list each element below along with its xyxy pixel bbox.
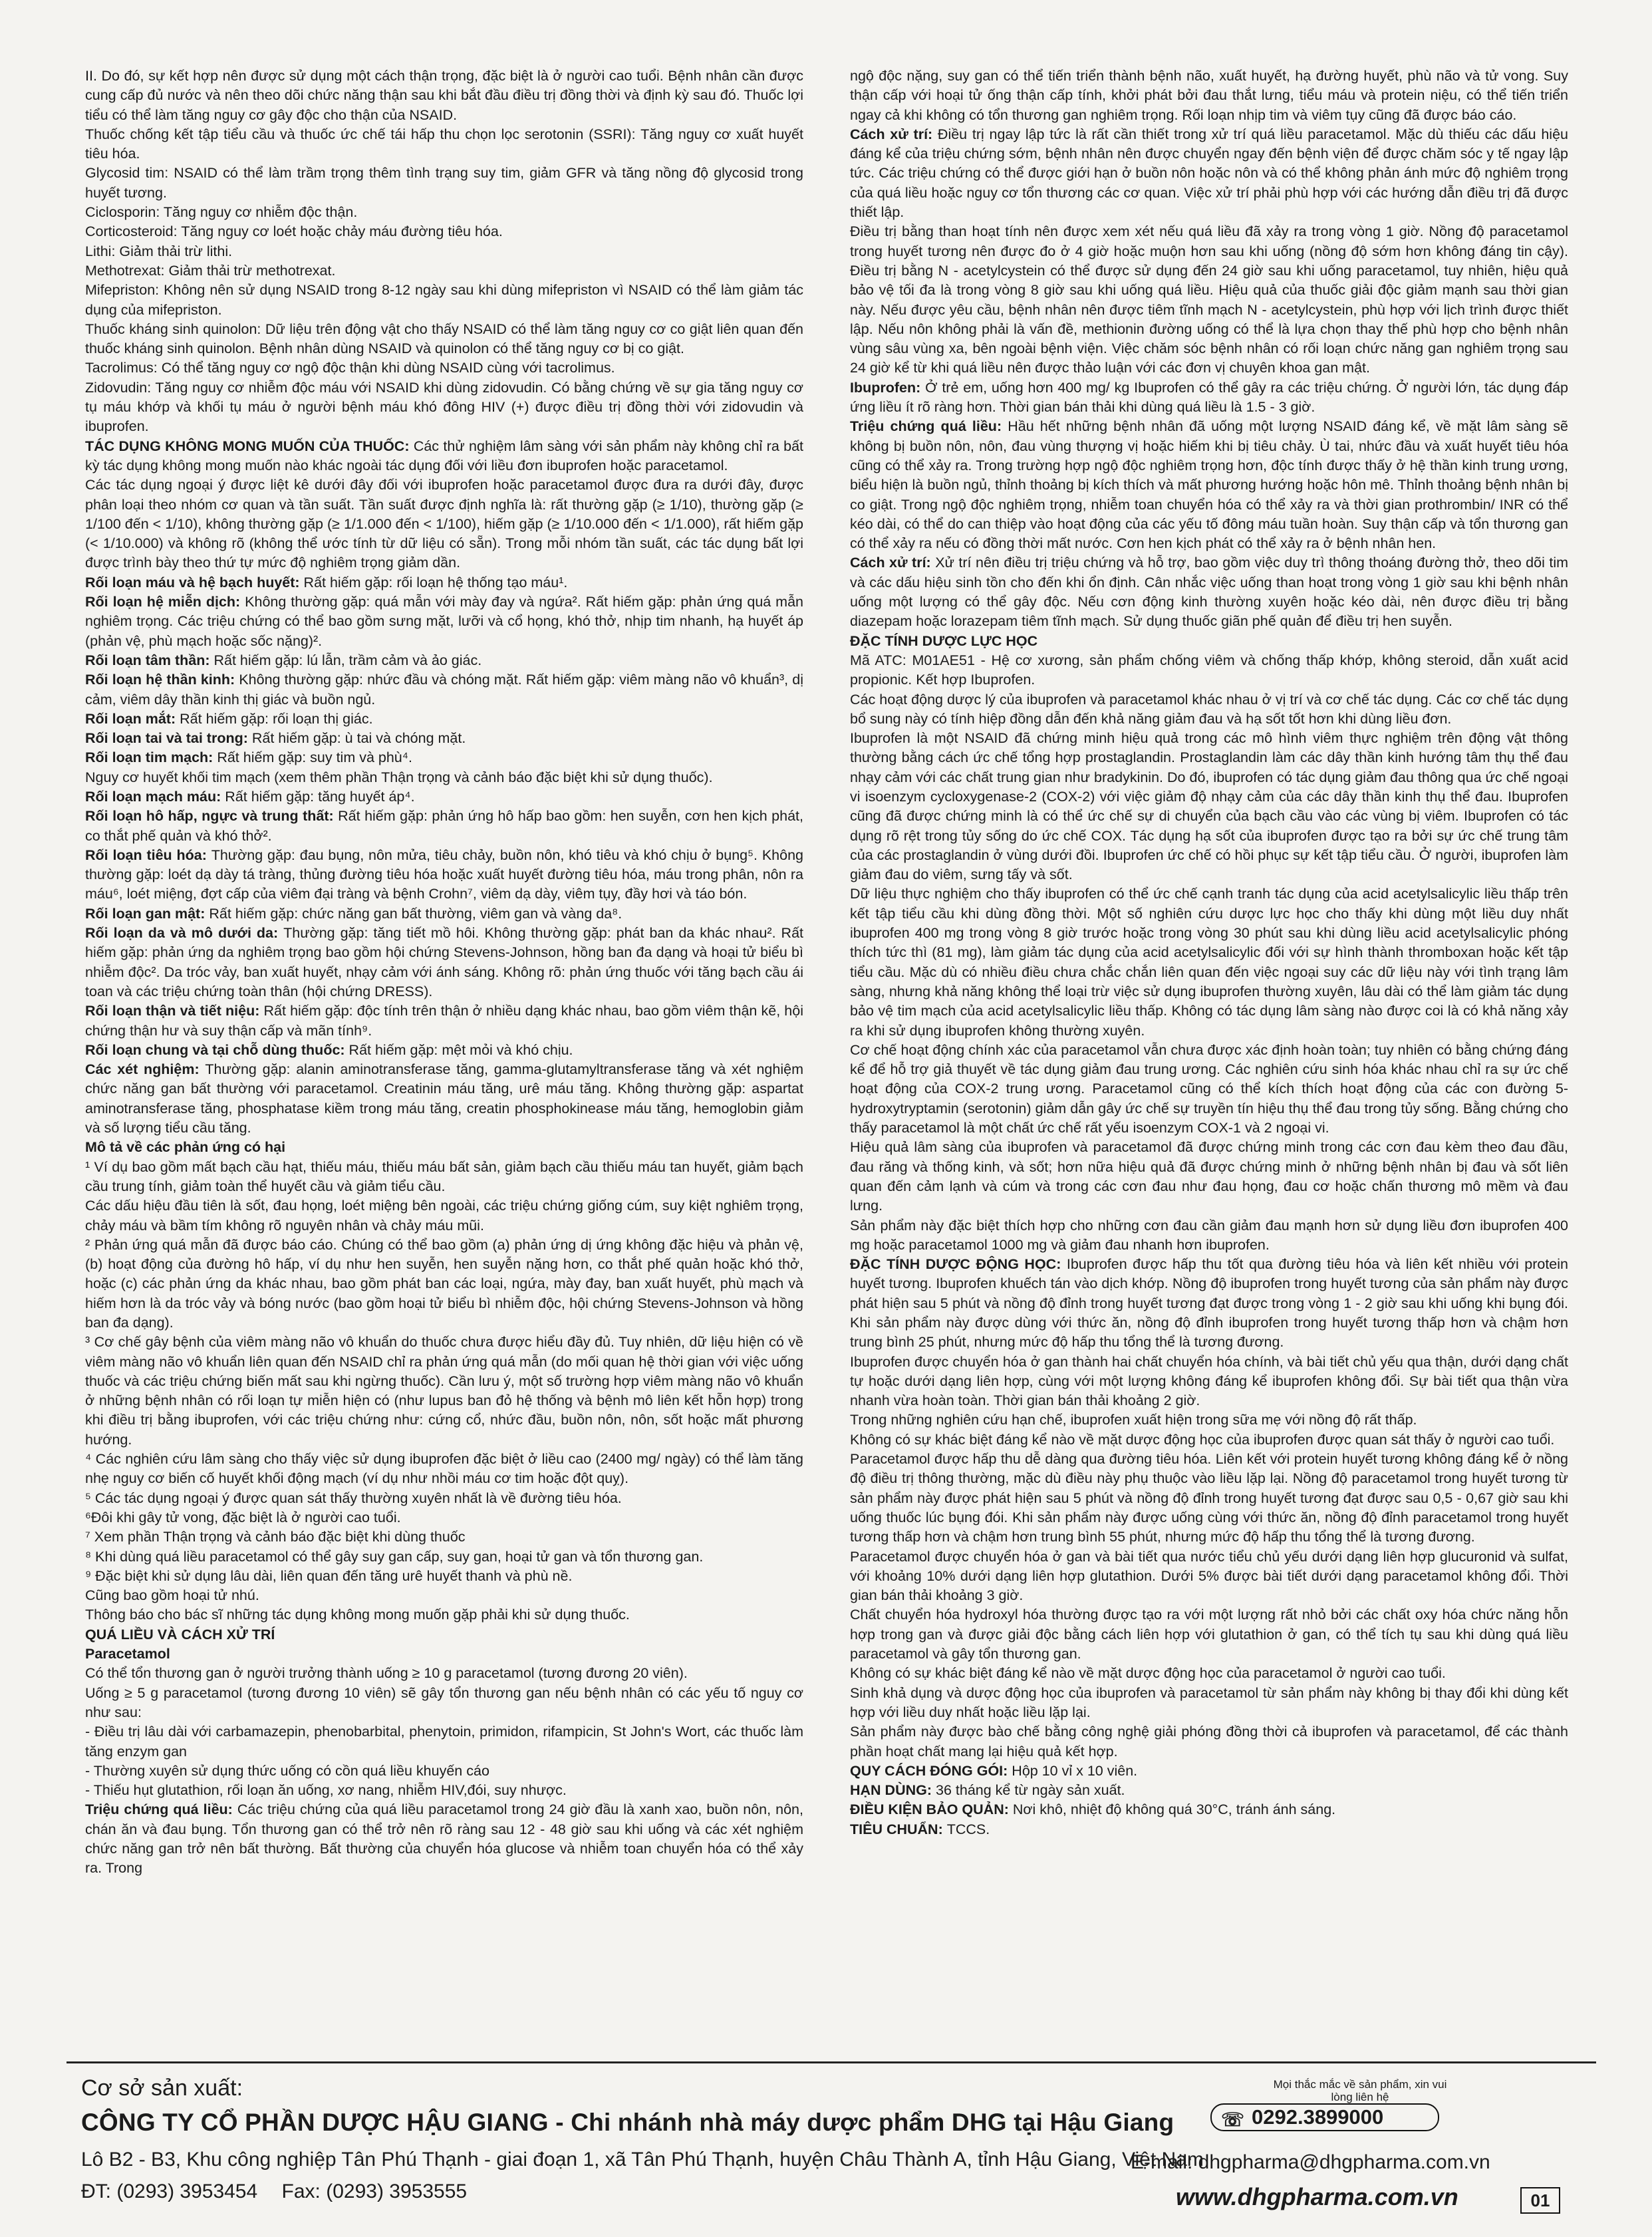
right-paragraph: Không có sự khác biệt đáng kể nào về mặt dược động học của paracetamol ở người cao tuổi. — [850, 1665, 1446, 1682]
left-paragraph: Glycosid tim: NSAID có thể làm trầm trọng thêm tình trạng suy tim, giảm GFR và tăng nồng độ glycosid trong huyết tương. — [85, 165, 803, 201]
right-paragraph: Cơ chế hoạt động chính xác của paracetamol vẫn chưa được xác định hoàn toàn; tuy nhiên có bằng chứng đáng kể để hỗ trợ giả thuyết về tác dụng giảm đau trung ương. Các nghiên cứu sinh hóa khác nhau chỉ ra sự ức chế hoạt động của COX-2 trung ương. Paracetamol cũng có thể kích thích hoạt động của các con đường 5-hydroxytryptamin (serotonin) giảm dẫn gây ức chế sự truyền tín hiệu thụ thể đau trong tủy sống. Bằng chứng cho thấy paracetamol là một chất ức chế rất yếu isoenzym COX-1 và 2 ngoại vi. — [850, 1041, 1568, 1136]
left-paragraph — [85, 1041, 803, 1060]
left-paragraph-lead: Rối loạn tâm thần: — [85, 652, 214, 668]
left-paragraph: ⁶Đôi khi gây tử vong, đặc biệt là ở người cao tuổi. — [85, 1509, 401, 1525]
hotline-note: Mọi thắc mắc về sản phẩm, xin vui lòng liên hệ — [1273, 2078, 1447, 2103]
left-paragraph-body: Rất hiếm gặp: lú lẫn, trầm cảm và ảo giác. — [213, 652, 482, 668]
right-paragraph-lead: Cách xử trí: — [850, 126, 938, 142]
left-paragraph: Thuốc kháng sinh quinolon: Dữ liệu trên động vật cho thấy NSAID có thể làm tăng nguy cơ co giật liên quan đến thuốc kháng sinh quinolon. Bệnh nhân dùng NSAID và quinolon có thể tăng nguy cơ bị co giật. — [85, 321, 803, 357]
right-paragraph-body: Hầu hết những bệnh nhân đã uống một lượng NSAID đáng kể, về mặt lâm sàng sẽ không bị buồn nôn, nôn, đau vùng thượng vị hoặc hiếm khi bị tiêu chảy. Ù tai, nhức đầu và xuất huyết tiêu hóa cũng có thể xảy ra. Trong trường hợp ngộ độc nghiêm trọng hơn, độc tính được thấy ở hệ thần kinh trung ương, biểu hiện là buồn ngủ, thỉnh thoảng bị kích thích và mất phương hướng hoặc hôn mê. Thỉnh thoảng bệnh nhân bị co giật. Trong ngộ độc nghiêm trọng, nhiễm toan chuyển hóa có thể xảy ra và thời gian prothrombin/ INR có thể kéo dài, có thể do can thiệp vào hoạt động của các yếu tố đông máu tuần hoàn. Suy thận cấp và tổn thương gan có thể xảy ra nếu có đồng thời mất nước. Cơn hen kịch phát có thể xảy ra ở bệnh nhân hen. — [850, 418, 1568, 552]
left-paragraph-body: Thường gặp: đau bụng, nôn mửa, tiêu chảy, buồn nôn, khó tiêu và khó chịu ở bụng⁵. Không thường gặp: loét dạ dày tá tràng, thủng đường tiêu hóa hoặc xuất huyết đường tiêu hóa, máu trong phân, nôn ra máu⁶, loét miệng, đợt cấp của viêm đại tràng và bệnh Crohn⁷, viêm dạ dày, viêm tụy, đầy hơi và táo bón. — [85, 847, 803, 902]
left-paragraph: Nguy cơ huyết khối tim mạch (xem thêm phần Thận trọng và cảnh báo đặc biệt khi sử dụng thuốc). — [85, 769, 713, 785]
right-paragraph: ngộ độc nặng, suy gan có thể tiến triển thành bệnh não, xuất huyết, hạ đường huyết, phù não và tử vong. Suy thận cấp với hoại tử ống thận cấp tính, khởi phát bởi đau thắt lưng, tiểu máu và protein niệu, có thể tiến triển ngay cả khi không có tổn thương gan nghiêm trọng. Rối loạn nhịp tim và viêm tụy cũng đã được báo cáo. — [850, 68, 1568, 123]
left-paragraph: Cũng bao gồm hoại tử nhú. — [85, 1587, 259, 1604]
left-paragraph — [85, 651, 803, 670]
left-paragraph — [85, 710, 803, 729]
left-paragraph-body: Rất hiếm gặp: tăng huyết áp⁴. — [225, 788, 415, 805]
right-heading: ĐẶC TÍNH DƯỢC LỰC HỌC — [850, 632, 1038, 649]
manufacturer-label: Cơ sở sản xuất: — [81, 2075, 243, 2101]
right-paragraph — [850, 1781, 1568, 1800]
right-paragraph: Chất chuyển hóa hydroxyl hóa thường được tạo ra với một lượng rất nhỏ bởi các chất oxy hóa chức năng hỗn hợp trong gan và được giải độc bằng cách liên hợp với glutathion ở gan, có thể tích tụ sau khi dùng quá liều paracetamol và gây tổn thương gan. — [850, 1607, 1568, 1662]
left-heading: QUÁ LIỀU VÀ CÁCH XỬ TRÍ — [85, 1626, 275, 1643]
left-paragraph — [85, 748, 803, 767]
left-paragraph-body: Các thử nghiệm lâm sàng với sản phẩm này không chỉ ra bất kỳ tác dụng không mong muốn nào khác ngoài tác dụng đối với liều đơn ibuprofen hoặc paracetamol. — [85, 438, 804, 473]
left-paragraph-lead: Rối loạn da và mô dưới da: — [85, 925, 284, 942]
left-paragraph-body: Rất hiếm gặp: rối loạn thị giác. — [180, 710, 373, 727]
left-paragraph: ² Phản ứng quá mẫn đã được báo cáo. Chúng có thể bao gồm (a) phản ứng dị ứng không đặc hiệu và phản vệ, (b) hoạt động của đường hô hấp, ví dụ như hen suyễn, hen suyễn nặng hơn, co thắt phế quản hoặc khó thở, hoặc (c) các phản ứng da khác nhau, bao gồm phát ban các loại, ngứa, mày đay, ban xuất huyết, phù mạch và hiếm hơn là da tróc vảy và bóng nước (bao gồm hoại tử biểu bì nhiễm độc, hội chứng Stevens-Johnson và hồng ban đa dạng). — [85, 1236, 803, 1331]
left-paragraph: Zidovudin: Tăng nguy cơ nhiễm độc máu với NSAID khi dùng zidovudin. Có bằng chứng về sự gia tăng nguy cơ tụ máu khớp và khối tụ máu ở người bệnh máu khó đông HIV (+) được điều trị đồng thời với zidovudin và ibuprofen. — [85, 379, 803, 435]
left-paragraph — [85, 807, 803, 846]
left-paragraph: ⁵ Các tác dụng ngoại ý được quan sát thấy thường xuyên nhất là về đường tiêu hóa. — [85, 1490, 622, 1506]
right-paragraph: Ibuprofen được chuyển hóa ở gan thành hai chất chuyển hóa chính, và bài tiết chủ yếu qua thận, dưới dạng chất tự hoặc dưới dạng liên hợp, cùng với một lượng không đáng kể ibuprofen không đổi. Sự bài tiết qua thận vừa nhanh vừa hoàn toàn. Thời gian bán thải khoảng 2 giờ. — [850, 1353, 1568, 1409]
left-paragraph: ⁹ Đặc biệt khi sử dụng lâu dài, liên quan đến tăng urê huyết thanh và phù nề. — [85, 1567, 573, 1584]
left-paragraph: Thông báo cho bác sĩ những tác dụng không mong muốn gặp phải khi sử dụng thuốc. — [85, 1607, 630, 1623]
left-paragraph — [85, 846, 803, 904]
right-paragraph-body: Ở trẻ em, uống hơn 400 mg/ kg Ibuprofen có thể gây ra các triệu chứng. Ở người lớn, tác dụng đáp ứng liều ít rõ ràng hơn. Thời gian bán thải khi dùng quá liều là 1.5 - 3 giờ. — [850, 379, 1568, 416]
left-paragraph-body: Thường gặp: alanin aminotransferase tăng, gamma-glutamyltransferase tăng và xét nghiệm chức năng gan bất thường với paracetamol. Creatinin máu tăng, urê máu tăng. Không thường gặp: aspartat aminotransferase tăng, phosphatase kiềm trong máu tăng, creatin phosphokinease máu tăng, hemoglobin giảm và số lượng tiểu cầu tăng. — [85, 1061, 803, 1136]
left-paragraph: - Điều trị lâu dài với carbamazepin, phenobarbital, phenytoin, primidon, rifampicin, St John's Wort, các thuốc làm tăng enzym gan — [85, 1724, 803, 1760]
left-paragraph: Ciclosporin: Tăng nguy cơ nhiễm độc thận. — [85, 204, 358, 221]
left-paragraph: Tacrolimus: Có thể tăng nguy cơ ngộ độc thận khi dùng NSAID cùng với tacrolimus. — [85, 360, 615, 376]
right-paragraph-body: Xử trí nên điều trị triệu chứng và hỗ trợ, bao gồm việc duy trì thông thoáng đường thở, theo dõi tim và các dấu hiệu sinh tồn cho đến khi ổn định. Cân nhắc việc uống than hoạt trong vòng 1 giờ sau khi bệnh nhân uống một lượng có thể gây độc. Nếu cơn động kinh thường xuyên hoặc kéo dài, nên được điều trị bằng diazepam hoặc lorazepam tiêm tĩnh mạch. Sử dụng thuốc giãn phế quản để điều trị hen suyễn. — [850, 555, 1569, 630]
page-number: 01 — [1520, 2187, 1560, 2214]
left-paragraph: Mifepriston: Không nên sử dụng NSAID trong 8-12 ngày sau khi dùng mifepriston vì NSAID có thể làm giảm tác dụng của mifepriston. — [85, 282, 803, 318]
left-paragraph — [85, 1060, 803, 1138]
left-paragraph — [85, 1001, 803, 1041]
manufacturer-footer — [67, 2061, 1596, 2223]
phone-number: ĐT: (0293) 3953454 — [81, 2180, 258, 2202]
hotline-block — [1210, 2078, 1463, 2130]
right-paragraph: Paracetamol được chuyển hóa ở gan và bài tiết qua nước tiểu chủ yếu dưới dạng liên hợp glucuronid và sulfat, với khoảng 10% dưới dạng liên hợp glutathion. Dưới 5% được bài tiết dưới dạng paracetamol không đổi. Thời gian bán thải khoảng 3 giờ. — [850, 1548, 1568, 1604]
right-paragraph: Mã ATC: M01AE51 - Hệ cơ xương, sản phẩm chống viêm và chống thấp khớp, không steroid, dẫn xuất acid propionic. Kết hợp Ibuprofen. — [850, 652, 1568, 688]
left-paragraph-body: Không thường gặp: quá mẫn với mày đay và ngứa². Rất hiếm gặp: phản ứng quá mẫn nghiêm trọng. Các triệu chứng có thể bao gồm sưng mặt, lưỡi và cổ họng, khó thở, nhịp tim nhanh, hạ huyết áp (phản vệ, phù mạch hoặc sốc nặng)². — [85, 594, 804, 649]
left-paragraph-body: Rất hiếm gặp: ù tai và chóng mặt. — [251, 730, 466, 747]
left-paragraph: II. Do đó, sự kết hợp nên được sử dụng một cách thận trọng, đặc biệt là ở người cao tuổi. Bệnh nhân cần được cung cấp đủ nước và nên theo dõi chức năng thận sau khi bắt đầu điều trị đồng thời và định kỳ sau đó. Thuốc lợi tiểu có thể làm tăng nguy cơ gây độc cho thận của NSAID. — [85, 68, 803, 123]
left-paragraph-lead: Triệu chứng quá liều: — [85, 1801, 237, 1818]
website-link[interactable]: www.dhgpharma.com.vn — [1176, 2183, 1458, 2210]
hotline-box[interactable] — [1210, 2103, 1439, 2131]
right-paragraph-body: Nơi khô, nhiệt độ không quá 30°C, tránh ánh sáng. — [1012, 1801, 1336, 1818]
left-paragraph: ⁷ Xem phần Thận trọng và cảnh báo đặc biệt khi dùng thuốc — [85, 1529, 466, 1545]
right-paragraph — [850, 1762, 1568, 1781]
right-paragraph-body: 36 tháng kể từ ngày sản xuất. — [936, 1782, 1125, 1799]
company-name: CÔNG TY CỔ PHẦN DƯỢC HẬU GIANG - Chi nhánh nhà máy dược phẩm DHG tại Hậu Giang — [81, 2109, 1174, 2136]
left-paragraph — [85, 1800, 803, 1878]
left-heading: Paracetamol — [85, 1646, 170, 1662]
right-paragraph-lead: HẠN DÙNG: — [850, 1782, 936, 1799]
right-paragraph: Dữ liệu thực nghiệm cho thấy ibuprofen có thể ức chế cạnh tranh tác dụng của acid acetylsalicylic liều thấp trên kết tập tiểu cầu khi dùng đồng thời. Một số nghiên cứu dược lực học cho thấy khi dùng một liều duy nhất ibuprofen 400 mg trong vòng 8 giờ trước hoặc trong vòng 30 phút sau khi dùng liều acid acetylsalicylic phóng thích tức thì (81 mg), làm giảm tác dụng của acid acetylsalicylic đối với sự hình thành thromboxan hoặc kết tập tiểu cầu. Mặc dù có nhiều điều chưa chắc chắn liên quan đến việc ngoại suy các dữ liệu này với tình trạng lâm sàng, nhưng khả năng không thể loại trừ việc sử dụng ibuprofen thường xuyên, lâu dài có thể làm giảm tác dụng bảo vệ tim mạch của acid acetylsalicylic liều thấp. Không có tác dụng lâm sàng nào được coi là có khả năng xảy ra khi sử dụng ibuprofen không thường xuyên. — [850, 886, 1568, 1039]
left-paragraph: ⁸ Khi dùng quá liều paracetamol có thể gây suy gan cấp, suy gan, hoại tử gan và tổn thương gan. — [85, 1548, 704, 1565]
left-paragraph-body: Các triệu chứng của quá liều paracetamol trong 24 giờ đầu là xanh xao, buồn nôn, nôn, chán ăn và đau bụng. Tổn thương gan có thể trở nên rõ ràng sau 12 - 48 giờ sau khi uống và các xét nghiệm chức năng gan trở nên bất thường. Bất thường của chuyển hóa glucose và nhiễm toan chuyển hóa có thể xảy ra. Trong — [85, 1801, 803, 1877]
left-paragraph — [85, 729, 803, 748]
left-paragraph: Các dấu hiệu đầu tiên là sốt, đau họng, loét miệng bên ngoài, các triệu chứng giống cúm, suy kiệt nghiêm trọng, chảy máu và bầm tím không rõ nguyên nhân và chảy máu mũi. — [85, 1198, 803, 1234]
right-paragraph-lead: QUY CÁCH ĐÓNG GÓI: — [850, 1762, 1012, 1779]
company-address: Lô B2 - B3, Khu công nghiệp Tân Phú Thạnh - giai đoạn 1, xã Tân Phú Thạnh, huyện Châu Thành A, tỉnh Hậu Giang, Việt Nam — [81, 2149, 1204, 2171]
left-paragraph: Có thể tổn thương gan ở người trưởng thành uống ≥ 10 g paracetamol (tương đương 20 viên). — [85, 1665, 688, 1682]
right-paragraph: Không có sự khác biệt đáng kể nào về mặt dược động học của ibuprofen được quan sát thấy ở người cao tuổi. — [850, 1431, 1555, 1448]
left-paragraph-body: Thường gặp: tăng tiết mồ hôi. Không thường gặp: phát ban da khác nhau². Rất hiếm gặp: phản ứng da nghiêm trọng bao gồm hội chứng Stevens-Johnson, hồng ban đa dạng và hoại tử biểu bì nhiễm độc². Da tróc vảy, ban xuất huyết, nhạy cảm với ánh sáng. Không rõ: phản ứng thuốc với tăng bạch cầu ái toan và các triệu chứng toàn thân (hội chứng DRESS). — [85, 925, 803, 999]
right-paragraph-body: Hộp 10 vỉ x 10 viên. — [1012, 1762, 1138, 1779]
left-paragraph-body: Rất hiếm gặp: chức năng gan bất thường, viêm gan và vàng da⁸. — [209, 905, 622, 922]
left-paragraph — [85, 787, 803, 807]
left-paragraph: - Thiếu hụt glutathion, rối loạn ăn uống, xơ nang, nhiễm HIV,đói, suy nhược. — [85, 1782, 567, 1799]
phone-icon: ☏ — [1221, 2109, 1245, 2130]
right-paragraph-lead: ĐIỀU KIỆN BẢO QUẢN: — [850, 1801, 1013, 1818]
left-paragraph-body: Rất hiếm gặp: độc tính trên thận ở nhiều dạng khác nhau, bao gồm viêm thận kẽ, hội chứng thận hư và suy thận cấp và mãn tính⁹. — [85, 1003, 803, 1039]
left-heading: Mô tả về các phản ứng có hại — [85, 1139, 286, 1156]
right-paragraph: Sinh khả dụng và dược động học của ibuprofen và paracetamol từ sản phẩm này không bị thay đổi khi dùng kết hợp với liều duy nhất hoặc liều lặp lại. — [850, 1684, 1568, 1720]
right-paragraph — [850, 1820, 1568, 1839]
left-paragraph: ⁴ Các nghiên cứu lâm sàng cho thấy việc sử dụng ibuprofen đặc biệt ở liều cao (2400 mg/ ngày) có thể làm tăng nhẹ nguy cơ biến cố huyết khối động mạch (ví dụ như nhồi máu cơ tim hoặc đột quỵ). — [85, 1451, 803, 1487]
hotline-number: 0292.3899000 — [1252, 2105, 1384, 2129]
right-paragraph: Các hoạt động dược lý của ibuprofen và paracetamol khác nhau ở vị trí và cơ chế tác dụng. Các cơ chế tác dụng bổ sung này có tính hiệp đồng dẫn đến khả năng giảm đau và hạ sốt tốt hơn khi dùng liều đơn. — [850, 691, 1568, 727]
right-paragraph-lead: Ibuprofen: — [850, 379, 926, 396]
left-paragraph-lead: Rối loạn tim mạch: — [85, 749, 217, 766]
left-paragraph-lead: TÁC DỤNG KHÔNG MONG MUỐN CỦA THUỐC: — [85, 438, 414, 454]
right-paragraph-lead: Cách xử trí: — [850, 555, 936, 571]
left-paragraph — [85, 924, 803, 1001]
right-paragraph-body: Điều trị ngay lập tức là rất cần thiết trong xử trí quá liều paracetamol. Mặc dù thiếu các dấu hiệu đáng kể của triệu chứng sớm, bệnh nhân nên được chuyển ngay đến bệnh viện để được chăm sóc y tế ngay lập tức. Các triệu chứng có thể được giới hạn ở buồn nôn hoặc nôn và có thể không phản ánh mức độ nghiêm trọng của quá liều hoặc nguy cơ tổn thương các cơ quan. Việc xử trí phải phù hợp với các hướng dẫn điều trị đã được thiết lập. — [850, 126, 1568, 221]
right-paragraph-lead: ĐẶC TÍNH DƯỢC ĐỘNG HỌC: — [850, 1256, 1067, 1273]
right-paragraph: Paracetamol được hấp thu dễ dàng qua đường tiêu hóa. Liên kết với protein huyết tương không đáng kể ở nồng độ điều trị thông thường, mặc dù điều này phụ thuộc vào liều lặp lại. Nồng độ paracetamol trong huyết tương từ sản phẩm này được phát hiện sau 5 phút và nồng độ đỉnh trong huyết tương đạt được sau 0,5 - 0,67 giờ sau khi uống thuốc lúc bụng đói. Khi sản phẩm này được uống cùng với thức ăn, nồng độ đỉnh paracetamol trong huyết tương thấp hơn và chậm hơn trung bình 55 phút, nhưng mức độ hấp thu tổng thể là tương đương. — [850, 1451, 1568, 1545]
right-paragraph — [850, 553, 1568, 631]
fax-number: Fax: (0293) 3953555 — [281, 2180, 468, 2202]
phone-fax — [81, 2180, 485, 2203]
right-paragraph-lead: TIÊU CHUẨN: — [850, 1821, 947, 1837]
left-paragraph: ¹ Ví dụ bao gồm mất bạch cầu hạt, thiếu máu, thiếu máu bất sản, giảm bạch cầu thiếu máu tan huyết, giảm bạch cầu trung tính, giảm toàn thể huyết cầu và giảm tiểu cầu. — [85, 1158, 803, 1194]
left-paragraph-lead: Rối loạn hệ miễn dịch: — [85, 594, 245, 610]
left-paragraph-lead: Rối loạn chung và tại chỗ dùng thuốc: — [85, 1041, 349, 1058]
left-paragraph-body: Rất hiếm gặp: phản ứng hô hấp bao gồm: hen suyễn, cơn hen kịch phát, co thắt phế quản và khó thở². — [85, 808, 803, 844]
right-paragraph — [850, 125, 1568, 222]
right-paragraph-body: Ibuprofen được hấp thu tốt qua đường tiêu hóa và liên kết nhiều với protein huyết tương. Ibuprofen khuếch tán vào dịch khớp. Nồng độ ibuprofen trong huyết tương của sản phẩm này được phát hiện sau 5 phút và nồng độ đỉnh trong huyết tương đạt được trong vòng 1 - 2 giờ sau khi uống khi bụng đói. Khi sản phẩm này được dùng với thức ăn, nồng độ đỉnh ibuprofen trong huyết tương thấp hơn và chậm hơn trung bình 25 phút, nhưng mức độ hấp thu tổng thể là tương đương. — [850, 1256, 1568, 1351]
left-paragraph-lead: Rối loạn mạch máu: — [85, 788, 225, 805]
right-paragraph — [850, 378, 1568, 418]
left-paragraph-lead: Rối loạn hệ thần kinh: — [85, 672, 239, 688]
left-paragraph-lead: Rối loạn hô hấp, ngực và trung thất: — [85, 808, 339, 825]
left-paragraph-lead: Rối loạn thận và tiết niệu: — [85, 1003, 264, 1019]
left-paragraph — [85, 592, 803, 651]
left-paragraph — [85, 573, 803, 592]
left-paragraph-body: Rất hiếm gặp: suy tim và phù⁴. — [217, 749, 412, 766]
left-paragraph — [85, 670, 803, 710]
left-paragraph-lead: Rối loạn tai và tai trong: — [85, 730, 252, 747]
left-paragraph-lead: Rối loạn mắt: — [85, 710, 180, 727]
left-paragraph: Thuốc chống kết tập tiểu cầu và thuốc ức chế tái hấp thu chọn lọc serotonin (SSRI): Tăng nguy cơ xuất huyết tiêu hóa. — [85, 126, 803, 162]
email-link[interactable]: E-mail: dhgpharma@dhgpharma.com.vn — [1131, 2151, 1490, 2173]
right-paragraph-lead: Triệu chứng quá liều: — [850, 418, 1008, 435]
right-paragraph — [850, 417, 1568, 553]
right-paragraph — [850, 1255, 1568, 1352]
left-column — [85, 66, 803, 1879]
left-paragraph-lead: Rối loạn máu và hệ bạch huyết: — [85, 574, 304, 591]
left-paragraph — [85, 904, 803, 924]
left-paragraph: - Thường xuyên sử dụng thức uống có cồn quá liều khuyến cáo — [85, 1762, 489, 1779]
right-paragraph: Trong những nghiên cứu hạn chế, ibuprofen xuất hiện trong sữa mẹ với nồng độ rất thấp. — [850, 1412, 1417, 1428]
left-paragraph: Lithi: Giảm thải trừ lithi. — [85, 243, 233, 259]
left-paragraph-lead: Rối loạn tiêu hóa: — [85, 847, 211, 863]
right-paragraph — [850, 1800, 1568, 1819]
left-paragraph: Các tác dụng ngoại ý được liệt kê dưới đây đối với ibuprofen hoặc paracetamol được đưa ra dưới đây, được phân loại theo nhóm cơ quan và tần suất. Tần suất được định nghĩa là: rất thường gặp (≥ 1/10), thường gặp (≥ 1/100 đến < 1/10), không thường gặp (≥ 1/1.000 đến < 1/100), hiếm gặp (≥ 1/10.000 đến < 1/1.000), rất hiếm gặp (< 1/10.000) và không rõ (không thể ước tính từ dữ liệu có sẵn). Trong mỗi nhóm tần suất, các tác dụng bất lợi được trình bày theo thứ tự mức độ nghiêm trọng giảm dần. — [85, 477, 803, 571]
left-paragraph — [85, 437, 803, 476]
left-paragraph-lead: Các xét nghiệm: — [85, 1061, 206, 1078]
left-paragraph: Methotrexat: Giảm thải trừ methotrexat. — [85, 262, 336, 279]
right-paragraph: Sản phẩm này đặc biệt thích hợp cho những cơn đau cần giảm đau mạnh hơn sử dụng liều đơn ibuprofen 400 mg hoặc paracetamol 1000 mg và giảm đau nhanh hơn ibuprofen. — [850, 1217, 1568, 1253]
right-paragraph: Ibuprofen là một NSAID đã chứng minh hiệu quả trong các mô hình viêm thực nghiệm trên động vật thông thường bằng cách ức chế tổng hợp prostaglandin. Prostaglandin làm các dây thần kinh hướng tâm thụ thể đau nhạy cảm với các chất trung gian như bradykinin. Do đó, ibuprofen có tác dụng giảm đau thông qua ức chế ngoại vi isoenzym cycloxygenase-2 (COX-2) với việc giảm độ nhạy cảm của các dây thần kinh thụ thể đau. Ibuprofen cũng đã được chứng minh là có thể ức chế sự di chuyển của bạch cầu vào các vùng bị viêm. Ibuprofen có tác dụng rõ rệt trong tủy sống do ức chế COX. Tác dụng hạ sốt của ibuprofen được tạo ra bởi sự ức chế trung tâm của các prostaglandin ở vùng dưới đồi. Ibuprofen ức chế có hồi phục sự kết tập tiểu cầu. Ở người, ibuprofen làm giảm đau do viêm, sưng tấy và sốt. — [850, 730, 1568, 883]
left-paragraph: ³ Cơ chế gây bệnh của viêm màng não vô khuẩn do thuốc chưa được hiểu đầy đủ. Tuy nhiên, dữ liệu hiện có về viêm màng não vô khuẩn liên quan đến NSAID chỉ ra phản ứng quá mẫn (do mối quan hệ thời gian với việc uống thuốc và các triệu chứng biến mất sau khi ngừng thuốc). Cần lưu ý, một số trường hợp viêm màng não vô khuẩn ở những bệnh nhân có rối loạn tự miễn hiện có (như lupus ban đỏ hệ thống và bệnh mô liên kết hỗn hợp) trong khi điều trị bằng ibuprofen, với các triệu chứng như: cứng cổ, nhức đầu, buồn nôn, nôn, sốt hoặc mất phương hướng. — [85, 1334, 803, 1448]
right-paragraph: Sản phẩm này được bào chế bằng công nghệ giải phóng đồng thời cả ibuprofen và paracetamol, để các thành phần hoạt chất mang lại hiệu quả kết hợp. — [850, 1724, 1568, 1760]
left-paragraph-body: Rất hiếm gặp: mệt mỏi và khó chịu. — [348, 1041, 573, 1058]
right-column — [850, 66, 1568, 1839]
right-paragraph: Điều trị bằng than hoạt tính nên được xem xét nếu quá liều đã xảy ra trong vòng 1 giờ. Nồng độ paracetamol trong huyết tương nên được đo ở 4 giờ hoặc muộn hơn sau khi uống (nồng độ sớm hơn không đáng tin cậy). Điều trị bằng N - acetylcystein có thể được sử dụng đến 24 giờ sau khi uống paracetamol, tuy nhiên, hiệu quả bảo vệ tối đa là trong vòng 8 giờ sau khi uống quá liều. Hiệu quả của thuốc giải độc giảm mạnh sau thời gian này. Nếu được yêu cầu, bệnh nhân nên được tiêm tĩnh mạch N - acetylcystein, phù hợp với lịch trình được thiết lập. Nếu nôn không phải là vấn đề, methionin đường uống có thể là lựa chọn thay thế phù hợp cho bệnh nhân vùng sâu vùng xa, bên ngoài bệnh viện. Việc chăm sóc bệnh nhân có rối loạn chức năng gan nghiêm trọng sau 24 giờ kể từ khi quá liều nên được thảo luận với các đơn vị chuyên khoa gan mật. — [850, 223, 1568, 376]
right-paragraph-body: TCCS. — [946, 1821, 990, 1837]
left-paragraph: Uống ≥ 5 g paracetamol (tương đương 10 viên) sẽ gây tổn thương gan nếu bệnh nhân có các yếu tố nguy cơ như sau: — [85, 1684, 803, 1720]
right-paragraph: Hiệu quả lâm sàng của ibuprofen và paracetamol đã được chứng minh trong các cơn đau kèm theo đau đầu, đau răng và thống kinh, và sốt; hơn nữa hiệu quả đã được chứng minh ở những bệnh nhân bị đau và sốt liên quan đến cảm lạnh và cúm và trong các cơn đau như đau họng, đau cơ hoặc chấn thương mô mềm và đau lưng. — [850, 1139, 1568, 1214]
left-paragraph-body: Rất hiếm gặp: rối loạn hệ thống tạo máu¹. — [303, 574, 568, 591]
left-paragraph-lead: Rối loạn gan mật: — [85, 905, 209, 922]
left-paragraph-body: Không thường gặp: nhức đầu và chóng mặt. Rất hiếm gặp: viêm màng não vô khuẩn³, dị cảm, viêm dây thần kinh thị giác và buồn ngủ. — [85, 672, 803, 708]
left-paragraph: Corticosteroid: Tăng nguy cơ loét hoặc chảy máu đường tiêu hóa. — [85, 223, 503, 240]
